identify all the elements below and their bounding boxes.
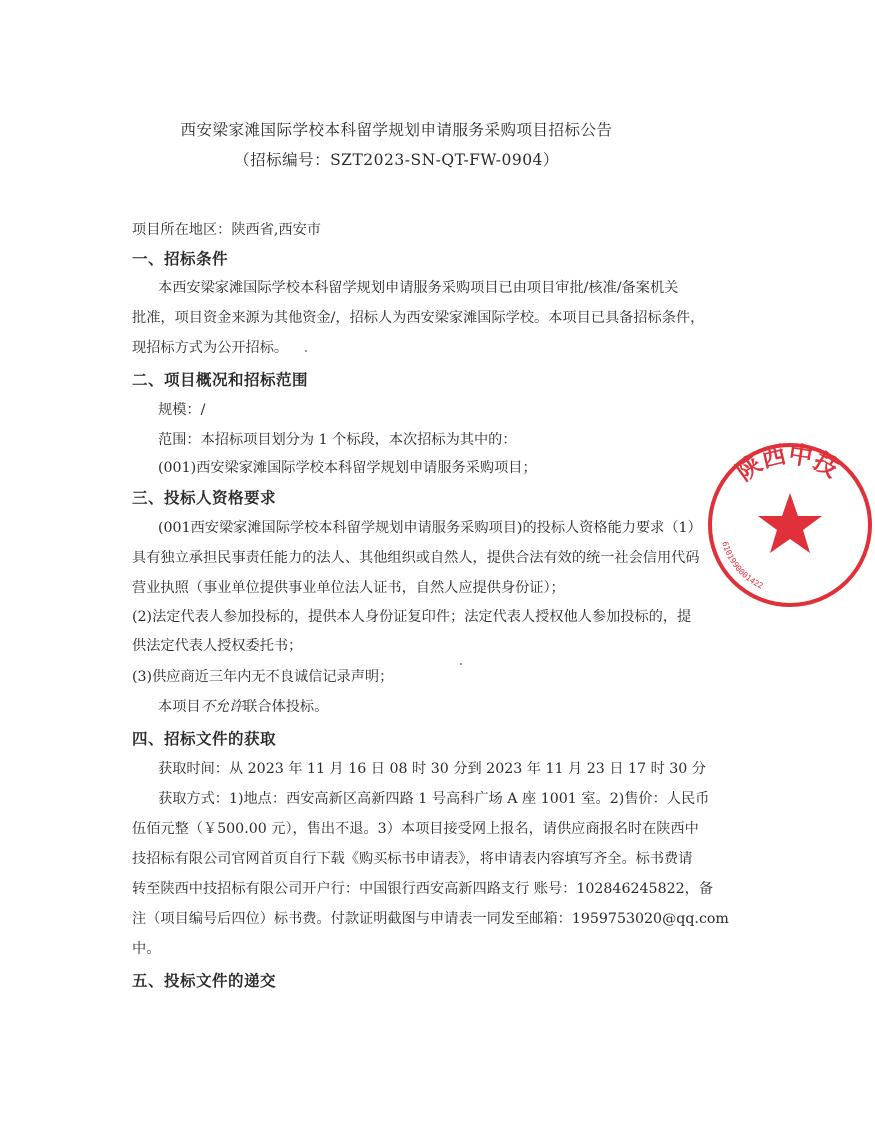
seal-text: 陕西中技: [730, 440, 844, 487]
qualification-line-4: (2)法定代表人参加投标的，提供本人身份证复印件；法定代表人授权他人参加投标的，提: [132, 609, 692, 625]
range-line: 范围：本招标项目划分为 1 个标段，本次招标为其中的：: [158, 432, 517, 448]
acquisition-method-line-1: 获取方式：1)地点：西安高新区高新四路 1 号高科广场 A 座 1001 室。2)售价：人民币: [158, 791, 710, 807]
project-region: 项目所在地区：陕西省,西安市: [132, 222, 321, 238]
consortium-line: [158, 696, 328, 716]
qualification-line-1: (001西安梁家滩国际学校本科留学规划申请服务采购项目)的投标人资格能力要求（1）: [158, 520, 702, 536]
document-title: 西安梁家滩国际学校本科留学规划申请服务采购项目招标公告: [180, 121, 613, 139]
consortium-prefix: 本项目: [158, 699, 201, 715]
acquisition-method-line-6: 中。: [132, 941, 161, 957]
scan-dot: [305, 350, 307, 352]
consortium-suffix: 联合体投标。: [243, 699, 329, 715]
section-3-heading: 三、投标人资格要求: [132, 488, 277, 507]
consortium-emphasis: 不允许: [200, 699, 244, 715]
seal-star-icon: [758, 493, 822, 553]
section-1-line-3: 现招标方式为公开招标。: [132, 340, 289, 356]
section-5-heading: 五、投标文件的递交: [132, 971, 277, 990]
acquisition-method-line-3: 技招标有限公司官网首页自行下载《购买标书申请表》，将申请表内容填写齐全。标书费请: [132, 851, 693, 867]
scale-line: 规模：/: [158, 402, 206, 418]
section-1-line-2: 批准，项目资金来源为其他资金/，招标人为西安梁家滩国际学校。本项目已具备招标条件，: [132, 310, 705, 326]
qualification-line-2: 具有独立承担民事责任能力的法人、其他组织或自然人，提供合法有效的统一社会信用代码: [132, 550, 700, 566]
seal-number: 6101990001422: [720, 540, 765, 591]
acquisition-time: 获取时间：从 2023 年 11 月 16 日 08 时 30 分到 2023 年 11 月 23 日 17 时 30 分: [158, 761, 707, 777]
tender-code: （招标编号：SZT2023-SN-QT-FW-0904）: [234, 151, 559, 169]
acquisition-method-line-2: 伍佰元整（￥500.00 元），售出不退。3）本项目接受网上报名，请供应商报名时在陕西中: [132, 821, 699, 837]
qualification-line-3: 营业执照（事业单位提供事业单位法人证书，自然人应提供身份证）；: [132, 580, 565, 596]
section-4-heading: 四、招标文件的获取: [132, 729, 277, 748]
section-2-heading: 二、项目概况和招标范围: [132, 370, 309, 389]
acquisition-method-line-5: 注（项目编号后四位）标书费。付款证明截图与申请表一同发至邮箱：1959753020@qq.com: [132, 911, 729, 927]
qualification-line-6: (3)供应商近三年内无不良诚信记录声明；: [132, 669, 394, 685]
section-1-heading: 一、招标条件: [132, 249, 229, 268]
acquisition-method-line-4: 转至陕西中技招标有限公司开户行：中国银行西安高新四路支行 账号：102846245822，备: [132, 881, 714, 897]
scan-dot: [460, 663, 462, 665]
company-seal: [705, 440, 875, 610]
section-1-line-1: 本西安梁家滩国际学校本科留学规划申请服务采购项目已由项目审批/核准/备案机关: [158, 280, 679, 296]
qualification-line-5: 供法定代表人授权委托书；: [132, 638, 303, 654]
lot-item: (001)西安梁家滩国际学校本科留学规划申请服务采购项目；: [158, 460, 537, 476]
